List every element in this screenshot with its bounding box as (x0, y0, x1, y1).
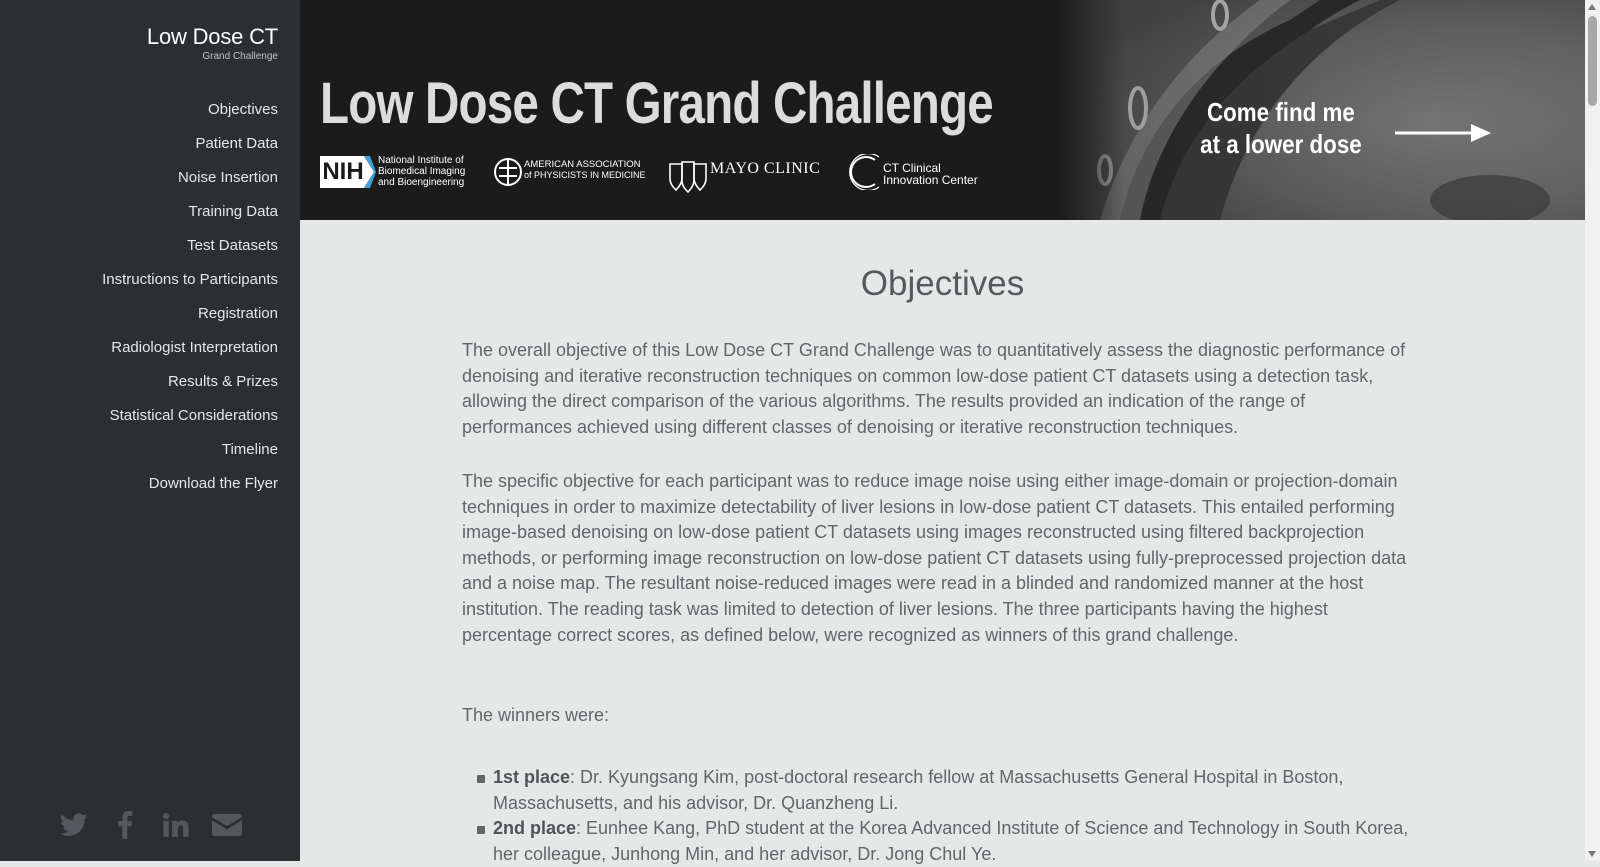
sidebar (0, 0, 300, 861)
mayo-text: MAYO CLINIC (710, 160, 821, 177)
banner-tagline (1200, 96, 1362, 160)
nih-text-line3: and Bioengineering (378, 177, 465, 188)
nav-item-instructions[interactable]: Instructions to Participants (102, 271, 278, 288)
ctcic-circle-icon (849, 154, 883, 190)
header-banner (300, 0, 1585, 220)
social-links (58, 810, 242, 840)
facebook-icon[interactable] (109, 810, 140, 840)
ctcic-text (883, 162, 978, 186)
nav-item-radiologist-interpretation[interactable]: Radiologist Interpretation (111, 339, 278, 356)
nav-item-objectives[interactable]: Objectives (207, 101, 278, 118)
tagline-line1: Come find me (1207, 97, 1355, 127)
winner-place: 1st place (493, 767, 571, 787)
winner-place: 2nd place (493, 818, 577, 839)
page-scrollbar[interactable] (1585, 0, 1600, 861)
mayo-shield-icon (668, 154, 708, 194)
scroll-up-arrow-icon[interactable] (1588, 4, 1596, 10)
winner-text: : Eunhee Kang, PhD student at the Korea Advanced Institute of Science and Technology in South Korea, her colleague, Junhong Min, and her advisor, Dr. Jong Chul Ye. (493, 818, 1409, 864)
arrow-right-icon (1393, 121, 1493, 145)
scroll-down-arrow-icon[interactable] (1588, 851, 1596, 857)
nav-item-patient-data[interactable]: Patient Data (195, 135, 278, 152)
scroll-thumb[interactable] (1588, 16, 1597, 106)
aapm-emblem-icon (494, 154, 522, 190)
tagline-line2: at a lower dose (1200, 129, 1362, 159)
nav-item-timeline[interactable]: Timeline (221, 441, 278, 458)
sidebar-nav (102, 98, 278, 506)
main-content (300, 220, 1585, 864)
banner-title: Low Dose CT Grand Challenge (320, 71, 993, 136)
objective-paragraph-2: The specific objective for each participant was to reduce image noise using either image-domain or projection-domain techniques in order to maximize detectability of liver lesions in low-dose patient CT datasets. This entailed performing image-based denoising on low-dose patient CT datasets using images reconstructed using filtered backprojection methods, or performing image reconstruction on low-dose patient CT datasets using fully-preprocessed projection data and a noise map. The resultant noise-reduced images were read in a blinded and randomized manner at the host institution. The reading task was limited to detection of liver lesions. The three participants having the highest percentage correct scores, as defined below, were recognized as winners of this grand challenge. (462, 471, 1407, 645)
list-item (462, 816, 1412, 867)
ctcic-text-line2: Innovation Center (883, 173, 978, 187)
aapm-text-line2: of PHYSICISTS IN MEDICINE (524, 170, 646, 180)
nih-text (378, 155, 465, 188)
ctcic-text-line1: CT Clinical (883, 161, 941, 175)
page-title: Objectives (860, 264, 1025, 303)
aapm-text (524, 159, 646, 181)
twitter-icon[interactable] (58, 810, 89, 840)
nav-item-download-flyer[interactable]: Download the Flyer (148, 475, 278, 492)
nav-item-results-prizes[interactable]: Results & Prizes (167, 373, 278, 390)
list-item (462, 765, 1412, 816)
objective-paragraph-1: The overall objective of this Low Dose CT Grand Challenge was to quantitatively assess the diagnostic performance of denoising and iterative reconstruction techniques on common low-dose patient CT datasets using a detection task, allowing the direct comparison of the various algorithms. The results provided an indication of the range of performances achieved using different classes of denoising or iterative reconstruction techniques. (462, 340, 1406, 437)
brand-title[interactable]: Low Dose CT (146, 24, 278, 49)
nih-text-line2: Biomedical Imaging (378, 166, 466, 177)
site-brand[interactable] (147, 24, 278, 62)
nih-text-line1: National Institute of (378, 155, 464, 166)
nav-item-registration[interactable]: Registration (197, 305, 278, 322)
winners-list (462, 765, 1412, 867)
nav-item-statistical-considerations[interactable]: Statistical Considerations (109, 407, 278, 424)
nav-item-test-datasets[interactable]: Test Datasets (187, 237, 278, 254)
winners-intro: The winners were: (462, 705, 610, 725)
linkedin-icon[interactable] (160, 810, 191, 840)
email-icon[interactable] (211, 810, 242, 840)
nav-item-noise-insertion[interactable]: Noise Insertion (177, 169, 278, 186)
aapm-text-line1: AMERICAN ASSOCIATION (524, 159, 641, 170)
winner-text: : Dr. Kyungsang Kim, post-doctoral research fellow at Massachusetts General Hospital in Boston, Massachusetts, and his advisor, Dr. Quanzheng Li. (493, 767, 1344, 813)
nih-mark-text: NIH (322, 158, 364, 185)
nav-item-training-data[interactable]: Training Data (188, 203, 278, 220)
brand-subtitle: Grand Challenge (202, 51, 278, 62)
